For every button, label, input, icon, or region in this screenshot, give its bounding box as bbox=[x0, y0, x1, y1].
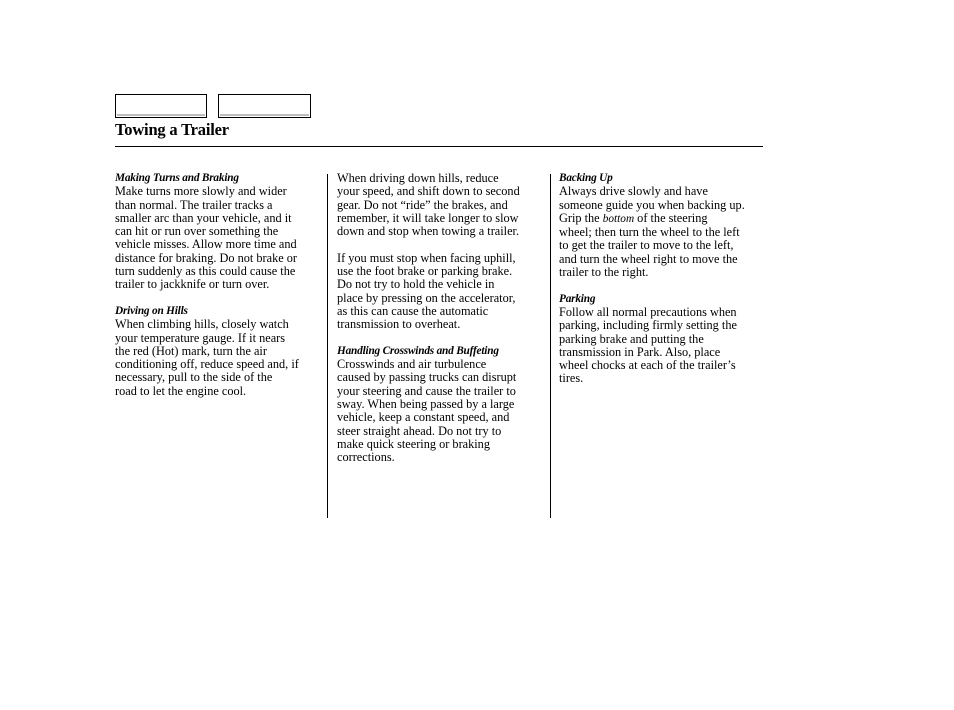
body-text: Grip the bbox=[559, 210, 603, 225]
section-heading-turns-braking: Making Turns and Braking bbox=[115, 172, 239, 184]
body-line: parking brake and putting the bbox=[559, 331, 704, 346]
body-line: down and stop when towing a trailer. bbox=[337, 224, 520, 239]
body-line: remember, it will take longer to slow bbox=[337, 210, 519, 225]
paragraph-gap bbox=[115, 292, 320, 305]
body-line: Do not try to hold the vehicle in bbox=[337, 277, 495, 292]
body-line: someone guide you when backing up. bbox=[559, 197, 745, 212]
body-line: Always drive slowly and have bbox=[559, 184, 708, 199]
page-title: Towing a Trailer bbox=[115, 120, 229, 139]
body-line: transmission in Park. Also, place bbox=[559, 344, 721, 359]
body-line: vehicle misses. Allow more time and bbox=[115, 237, 297, 252]
body-line: parking, including firmly setting the bbox=[559, 318, 737, 333]
column-divider bbox=[327, 174, 328, 518]
body-line: caused by passing trucks can disrupt bbox=[337, 370, 517, 385]
paragraph-gap bbox=[559, 279, 764, 292]
emphasized-word: bottom bbox=[602, 212, 635, 225]
body-line: tires. bbox=[559, 371, 584, 386]
body-line: make quick steering or braking bbox=[337, 436, 490, 451]
body-line: to get the trailer to move to the left, bbox=[559, 238, 734, 253]
text-column-2 bbox=[337, 172, 542, 465]
text-column-3 bbox=[559, 172, 764, 386]
button-shadow bbox=[117, 114, 205, 116]
body-line: sway. When being passed by a large bbox=[337, 397, 515, 412]
body-line: When driving down hills, reduce bbox=[337, 171, 499, 185]
body-line: corrections. bbox=[337, 450, 395, 465]
section-heading-backing-up: Backing Up bbox=[559, 172, 613, 184]
body-line: your temperature gauge. If it nears bbox=[115, 330, 286, 345]
previous-page-button[interactable] bbox=[115, 94, 207, 118]
paragraph-gap bbox=[337, 238, 542, 251]
next-page-button[interactable] bbox=[218, 94, 311, 118]
body-line: necessary, pull to the side of the bbox=[115, 370, 273, 385]
body-line: wheel; then turn the wheel to the left bbox=[559, 225, 740, 240]
body-line: trailer to jackknife or turn over. bbox=[115, 277, 270, 292]
body-line: can hit or run over something the bbox=[115, 224, 279, 239]
body-line: your steering and cause the trailer to bbox=[337, 383, 516, 398]
section-heading-crosswinds: Handling Crosswinds and Buffeting bbox=[337, 344, 499, 357]
section-heading-driving-hills: Driving on Hills bbox=[115, 304, 188, 317]
paragraph-gap bbox=[337, 332, 542, 345]
body-line: the red (Hot) mark, turn the air bbox=[115, 343, 267, 358]
body-text: of the steering bbox=[634, 210, 708, 225]
section-heading-parking: Parking bbox=[559, 292, 596, 305]
body-line: If you must stop when facing uphill, bbox=[337, 250, 516, 265]
body-line: use the foot brake or parking brake. bbox=[337, 264, 513, 279]
body-line: as this can cause the automatic bbox=[337, 303, 489, 318]
body-line: conditioning off, reduce speed and, if bbox=[115, 357, 299, 372]
body-line: smaller arc than your vehicle, and it bbox=[115, 210, 292, 225]
body-line bbox=[559, 212, 764, 226]
body-line: your speed, and shift down to second bbox=[337, 184, 520, 199]
text-column-1 bbox=[115, 172, 320, 398]
body-line: turn suddenly as this could cause the bbox=[115, 264, 296, 279]
body-line: distance for braking. Do not brake or bbox=[115, 250, 298, 265]
body-line: vehicle, keep a constant speed, and bbox=[337, 410, 510, 425]
body-line: Make turns more slowly and wider bbox=[115, 184, 287, 199]
body-line: Crosswinds and air turbulence bbox=[337, 357, 487, 372]
body-line: road to let the engine cool. bbox=[115, 383, 247, 398]
body-line: than normal. The trailer tracks a bbox=[115, 197, 273, 212]
body-line: When climbing hills, closely watch bbox=[115, 317, 289, 332]
column-divider bbox=[550, 174, 551, 518]
body-line: trailer to the right. bbox=[559, 265, 649, 280]
body-line: Follow all normal precautions when bbox=[559, 304, 737, 319]
body-line: wheel chocks at each of the trailer’s bbox=[559, 358, 736, 373]
title-divider bbox=[115, 146, 763, 147]
body-line: place by pressing on the accelerator, bbox=[337, 290, 516, 305]
body-line: transmission to overheat. bbox=[337, 317, 461, 332]
body-line: and turn the wheel right to move the bbox=[559, 251, 738, 266]
button-shadow bbox=[220, 114, 309, 116]
body-line: gear. Do not “ride” the brakes, and bbox=[337, 197, 508, 212]
body-line: steer straight ahead. Do not try to bbox=[337, 423, 502, 438]
